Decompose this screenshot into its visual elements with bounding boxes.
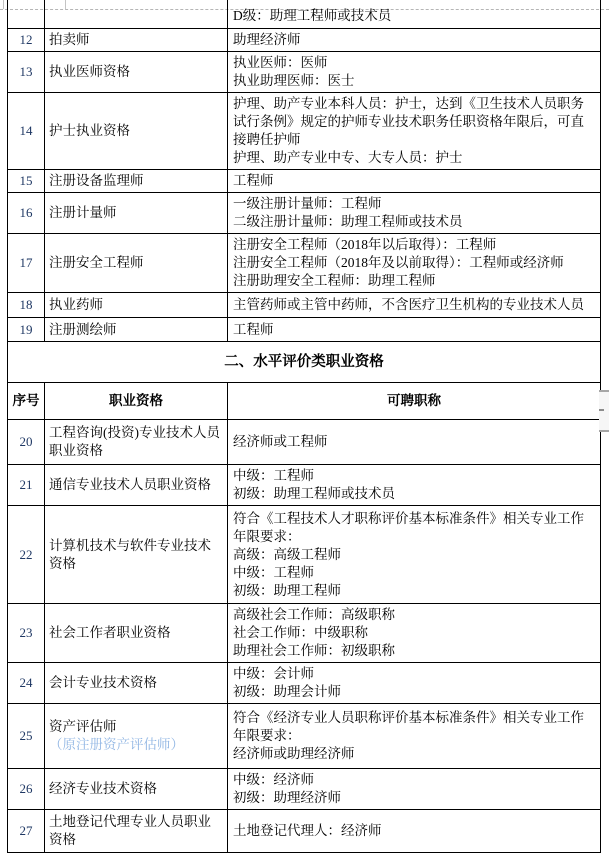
title-line: 执业助理医师：医士 <box>233 73 355 88</box>
title-line: 中级：工程师 <box>233 564 314 580</box>
row-number: 13 <box>8 52 45 92</box>
qualification-cell <box>45 293 228 317</box>
titles-cell <box>228 0 600 28</box>
title-line: 一级注册计量师：工程师 <box>233 196 382 211</box>
title-line: 二级注册计量师：助理工程师或技术员 <box>233 214 463 229</box>
table-row <box>8 420 600 465</box>
row-number: 24 <box>8 663 45 703</box>
qualification-cell <box>45 420 228 464</box>
row-number: 17 <box>8 234 45 292</box>
title-line: 社会工作师：中级职称 <box>233 625 368 640</box>
titles-cell <box>228 52 600 92</box>
qualification-cell <box>45 604 228 662</box>
table-row-overflow <box>8 0 600 29</box>
row-number: 22 <box>8 506 45 603</box>
title-line: 注册安全工程师（2018年及以前取得）：工程师或经济师 <box>233 255 564 270</box>
table-row <box>8 769 600 810</box>
title-line: 初级：助理会计师 <box>233 684 341 699</box>
qualification-note: （原注册资产评估师） <box>49 737 184 752</box>
title-line: 护理、助产专业中专、大专人员：护士 <box>233 150 463 165</box>
title-line: D级：助理工程师或技术员 <box>233 8 392 23</box>
row-number: 16 <box>8 193 45 233</box>
qualification-text: 经济专业技术资格 <box>49 781 157 796</box>
title-line: 主管药师或主管中药师，不含医疗卫生机构的专业技术人员 <box>233 297 584 312</box>
titles-cell <box>228 29 600 51</box>
qualification-text: 土地登记代理专业人员职业资格 <box>49 814 211 847</box>
qualification-cell <box>45 29 228 51</box>
titles-cell <box>228 93 600 169</box>
qualification-text: 注册计量师 <box>49 205 117 220</box>
titles-cell <box>228 465 600 505</box>
qualification-text: 计算机技术与软件专业技术资格 <box>49 537 211 571</box>
section-title-row <box>8 342 600 383</box>
title-line: 中级：会计师 <box>233 666 314 681</box>
titles-cell <box>228 293 600 317</box>
title-line: 高级：高级工程师 <box>233 546 341 562</box>
qualification-cell <box>45 170 228 192</box>
row-number: 14 <box>8 93 45 169</box>
table-row <box>8 234 600 293</box>
qualification-cell <box>45 93 228 169</box>
row-number: 15 <box>8 170 45 192</box>
qualification-text: 注册设备监理师 <box>49 173 144 188</box>
qualification-cell <box>45 506 228 603</box>
titles-cell <box>228 769 600 809</box>
title-line: 护理、助产专业本科人员：护士，达到《卫生技术人员职务试行条例》规定的护师专业技术职务任职资格年限后，可直接聘任护师 <box>233 96 584 147</box>
row-number <box>8 0 45 28</box>
titles-cell <box>228 234 600 292</box>
qualification-text: 通信专业技术人员职业资格 <box>49 477 211 492</box>
titles-cell <box>228 193 600 233</box>
header-qualification-label: 职业资格 <box>109 393 163 408</box>
title-line: 助理经济师 <box>233 32 301 47</box>
qualification-text: 会计专业技术资格 <box>49 675 157 690</box>
qualification-cell <box>45 704 228 768</box>
table-row <box>8 52 600 93</box>
row-number: 12 <box>8 29 45 51</box>
qualification-text: 注册安全工程师 <box>49 255 144 270</box>
header-titles <box>228 383 600 419</box>
titles-cell <box>228 420 600 464</box>
qualification-cell <box>45 0 228 28</box>
table-row <box>8 170 600 193</box>
title-line: 工程师 <box>233 321 274 337</box>
row-number: 27 <box>8 810 45 852</box>
qualification-cell <box>45 769 228 809</box>
table-row <box>8 193 600 234</box>
title-line: 工程师 <box>233 173 274 188</box>
title-line: 注册安全工程师（2018年以后取得）：工程师 <box>233 237 497 252</box>
qualification-text: 注册测绘师 <box>49 321 117 337</box>
table-row <box>8 93 600 170</box>
table-row <box>8 318 600 342</box>
title-line: 经济师或助理经济师 <box>233 746 355 761</box>
qualification-cell <box>45 318 228 341</box>
table-row <box>8 465 600 506</box>
qualification-cell <box>45 810 228 852</box>
titles-cell <box>228 663 600 703</box>
qualification-cell <box>45 193 228 233</box>
qualification-text: 资产评估师 <box>49 719 117 734</box>
scrollbar-thumb[interactable] <box>599 390 609 432</box>
rows-part2 <box>8 420 600 853</box>
qualification-text: 社会工作者职业资格 <box>49 625 171 640</box>
table-header-row <box>8 383 600 420</box>
titles-cell <box>228 810 600 852</box>
title-line: 初级：助理工程师或技术员 <box>233 486 395 501</box>
title-line: 经济师或工程师 <box>233 434 328 449</box>
qualification-cell <box>45 465 228 505</box>
qualification-table <box>7 0 601 853</box>
table-row <box>8 293 600 318</box>
header-titles-label: 可聘职称 <box>387 393 441 408</box>
row-number: 19 <box>8 318 45 341</box>
qualification-text: 执业药师 <box>49 297 103 312</box>
title-line: 中级：经济师 <box>233 772 314 787</box>
table-row <box>8 810 600 853</box>
header-no: 序号 <box>8 383 45 419</box>
titles-cell <box>228 170 600 192</box>
qualification-cell <box>45 52 228 92</box>
title-line: 高级社会工作师：高级职称 <box>233 607 395 622</box>
table-row <box>8 604 600 663</box>
header-qualification <box>45 383 228 419</box>
title-line: 初级：助理经济师 <box>233 790 341 805</box>
titles-cell <box>228 604 600 662</box>
qualification-cell <box>45 663 228 703</box>
row-number: 26 <box>8 769 45 809</box>
section-title: 二、水平评价类职业资格 <box>224 354 384 370</box>
titles-cell <box>228 704 600 768</box>
title-line: 初级：助理工程师 <box>233 582 341 598</box>
table-row <box>8 663 600 704</box>
table-row <box>8 29 600 52</box>
title-line: 中级：工程师 <box>233 468 314 483</box>
title-line: 执业医师：医师 <box>233 55 328 70</box>
title-line: 符合《经济专业人员职称评价基本标准条件》相关专业工作年限要求： <box>233 710 584 743</box>
qualification-cell <box>45 234 228 292</box>
row-number: 21 <box>8 465 45 505</box>
qualification-text: 执业医师资格 <box>49 64 130 79</box>
rows-part1 <box>8 29 600 342</box>
row-number: 23 <box>8 604 45 662</box>
qualification-text: 工程咨询(投资)专业技术人员职业资格 <box>49 425 220 458</box>
qualification-text: 拍卖师 <box>49 32 90 47</box>
title-line: 符合《工程技术人才职称评价基本标准条件》相关专业工作年限要求： <box>233 510 584 544</box>
table-row <box>8 704 600 769</box>
title-line: 助理社会工作师：初级职称 <box>233 643 395 658</box>
title-line: 土地登记代理人：经济师 <box>233 823 382 838</box>
qualification-text: 护士执业资格 <box>49 123 130 138</box>
titles-cell <box>228 318 600 341</box>
table-row <box>8 506 600 604</box>
title-line: 注册助理安全工程师：助理工程师 <box>233 273 436 288</box>
row-number: 18 <box>8 293 45 317</box>
row-number: 25 <box>8 704 45 768</box>
titles-cell <box>228 506 600 603</box>
row-number: 20 <box>8 420 45 464</box>
